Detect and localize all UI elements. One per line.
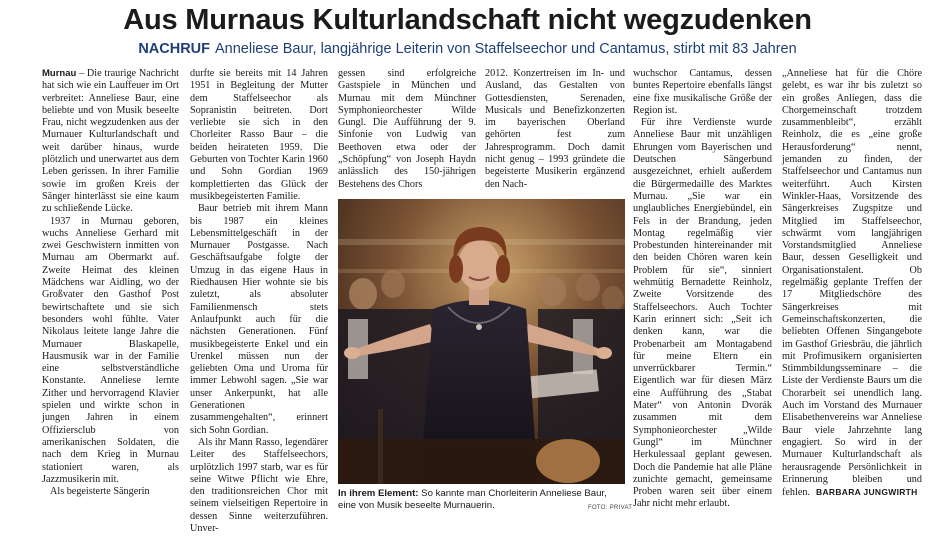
paragraph: durfte sie bereits mit 14 Jahren 1951 in Begleitung der Mutter dem Staffelseechor als Sopranistin beitreten. Dort verliebte sie sich in den Chorleiter Rasso Baur – die beiden heirateten 1959. Die Geburten von Tochter Karin 1960 und Sohn Gordian 1969 komplettierten das Glück der musikbegeisterten Familie. [190, 68, 328, 202]
subheadline-text: Anneliese Baur, langjährige Leiterin von Staffelseechor und Cantamus, stirbt mit 83 Jahren [215, 41, 797, 57]
kicker-label: NACHRUF [138, 41, 210, 57]
article-column-6 [782, 68, 922, 514]
article-column-1 [42, 68, 179, 514]
article-column-3 [338, 68, 476, 188]
subheadline [0, 41, 935, 57]
headline: Aus Murnaus Kulturlandschaft nicht wegzudenken [123, 4, 812, 36]
paragraph: Als begeisterte Sängerin [50, 486, 150, 498]
paragraph [782, 68, 922, 499]
paragraph: gessen sind erfolgreiche Gastspiele in München und Murnau mit dem Münchner Symphonieorchester Wilde Gungl. Die Aufführung der 9. Sinfonie von Ludwig van Beethoven etwa oder der „Schöpfung“ von Joseph Haydn anlässlich des 150-jährigen Bestehens des Chors [338, 68, 476, 190]
caption-lead: In ihrem Element: [338, 488, 419, 499]
paragraph: 1937 in Murnau geboren, wuchs Anneliese Gerhard mit zwei Geschwistern inmitten von Murnau am Obermarkt auf. Zweite Heimat des kleinen Mädchens war Aidling, wo der Großvater den Gasthof Post bewirtschaftete und sie sich besonders wohl fühlte. Vater Nikolaus leitete lange Jahre die Murnauer Blaskapelle, Hausmusik war in der Familie eine selbstverständliche Konstante. Anneliese lernte Zither und hervorragend Klavier spielen und wirkte schon in jungen Jahren in einem Offiziersclub von amerikanischen Soldaten, die nach dem Krieg in Murnau stationiert waren, als Jazzmusikerin mit. [42, 215, 179, 485]
paragraph-text: „Anneliese hat für die Chöre gelebt, es war ihr bis zuletzt so ein großes Anliegen, dass die Chorgemeinschaft trotzdem zusammenbleibt“, erzählt Reinholz, die es „eine große Herausforderung“ nennt, jemanden zu finden, der Staffelseechor und Cantamus nun weiterführt. Auch Kirsten Winkler-Haas, Vorsitzende des Sängerkreises Zugspitze und Mitglied im Staffelseechor, schwärmt vom langjährigen Vorstandsmitglied Anneliese Baur, dessen Geselligkeit und Organisationstalent. Ob regelmäßig geplante Treffen der 17 Mitgliedschöre des Sängerkreises mit Gemeinschaftskonzerten, die beliebten Offenen Singangebote im Gasthof Griesbräu, die jährlich mit Profimusikern organisierten Stimmbildungsseminare – die Liste der Verdienste Baurs um die Chorarbeit sei unendlich lang. Auch im Vorstand des Murnauer Elisabethenvereins war Anneliese Baur viele Jahrzehnte lang engagiert. So wird in der Murnauer Kulturlandschaft als herausragende Persönlichkeit in Erinnerung bleiben und fehlen. [782, 68, 922, 499]
article-column-4 [485, 68, 625, 188]
conductor-photo [338, 199, 625, 484]
article-column-5 [633, 68, 772, 514]
author-byline: BARBARA JUNGWIRTH [816, 487, 918, 498]
photo-caption [338, 488, 625, 512]
paragraph: 2012. Konzertreisen im In- und Ausland, das Gestalten von Gottesdiensten, Serenaden, Musicals und Benefizkonzerten im bayerischen Oberland gehörten fest zum Jahresprogramm. Doch damit nicht genug – 1993 gründete die begeisterte Musikerin ergänzend den Nach- [485, 68, 625, 190]
paragraph-text: – Die traurige Nachricht hat sich wie ein Lauffeuer im Ort verbreitet: Anneliese Baur, eine beliebte und von Musik beseelte Frau, nicht wegzudenken aus der Murnauer Kulturlandschaft und weit darüber hinaus, wurde plötzlich und unerwartet aus dem Leben gerissen. In ihrer Familie sowie im großen Kreis der Sänger hinterlässt sie eine kaum zu schließende Lücke. [42, 68, 179, 215]
paragraph: Baur betrieb mit ihrem Mann bis 1987 ein kleines Lebensmittelgeschäft in der Murnauer Postgasse. Nach Geschäftsaufgabe folgte der Umzug in das eigene Haus in Riedhausen Hier wohnte sie bis zuletzt, als absoluter Familienmensch stets Anlaufpunkt auch für die nächsten Generationen. Fünf musikbegeisterte Enkel und ein Urenkel müssen nun der geliebten Oma und Uroma für immer Lebwohl sagen. „Sie war unser Ankerpunkt, hat alle Generationen zusammengehalten“, erinnert sich Sohn Gordian. [190, 203, 328, 436]
paragraph: wuchschor Cantamus, dessen buntes Repertoire ebenfalls längst eine fixe musikalische Größe der Region ist. [633, 68, 772, 116]
article-column-2 [190, 68, 328, 534]
photo-illustration [338, 199, 625, 484]
paragraph [42, 68, 179, 216]
paragraph: Für ihre Verdienste wurde Anneliese Baur mit unzähligen Ehrungen vom Bayerischen und Deutschen Sängerbund ausgezeichnet, erhielt außerdem die Bürgermedaille des Marktes Murnau. „Sie war ein unglaubliches Energiebündel, ein Fels in der Brandung, jeden Montag regelmäßig vier Probestunden hintereinander mit den beiden Chören waren kein Problem für sie“, sinniert wehmütig Bernadette Reinholz, Zweite Vorsitzende des Staffelseechors. Auch Tochter Karin erinnert sich: „Seit ich denken kann, war die Probenarbeit am Montagabend für meine Eltern ein unverrückbarer Termin.“ Eigentlich war für diesen März eine Aufführung des „Stabat Mater“ von Antonin Dvorák zusammen mit dem Symphonieorchester „Wilde Gungl“ im Münchner Herkulessaal geplant gewesen. Doch die Pandemie hat alle Pläne zunichte gemacht, gemeinsame Proben waren seit über einem Jahr nicht mehr erlaubt. [633, 117, 772, 510]
paragraph: Als ihr Mann Rasso, legendärer Leiter des Staffelseechors, urplötzlich 1997 starb, war es für seine Witwe Pflicht wie Ehre, den traditionsreichen Chor mit seinem vielseitigen Repertoire in dessen Sinne weiterzuführen. Unver- [190, 436, 328, 534]
dateline: Murnau [42, 68, 77, 79]
caption-text: So kannte man Chorleiterin Anneliese Baur, eine von Musik beseelte Murnauerin. [338, 488, 607, 511]
photo-credit: FOTO: PRIVAT [588, 505, 633, 511]
